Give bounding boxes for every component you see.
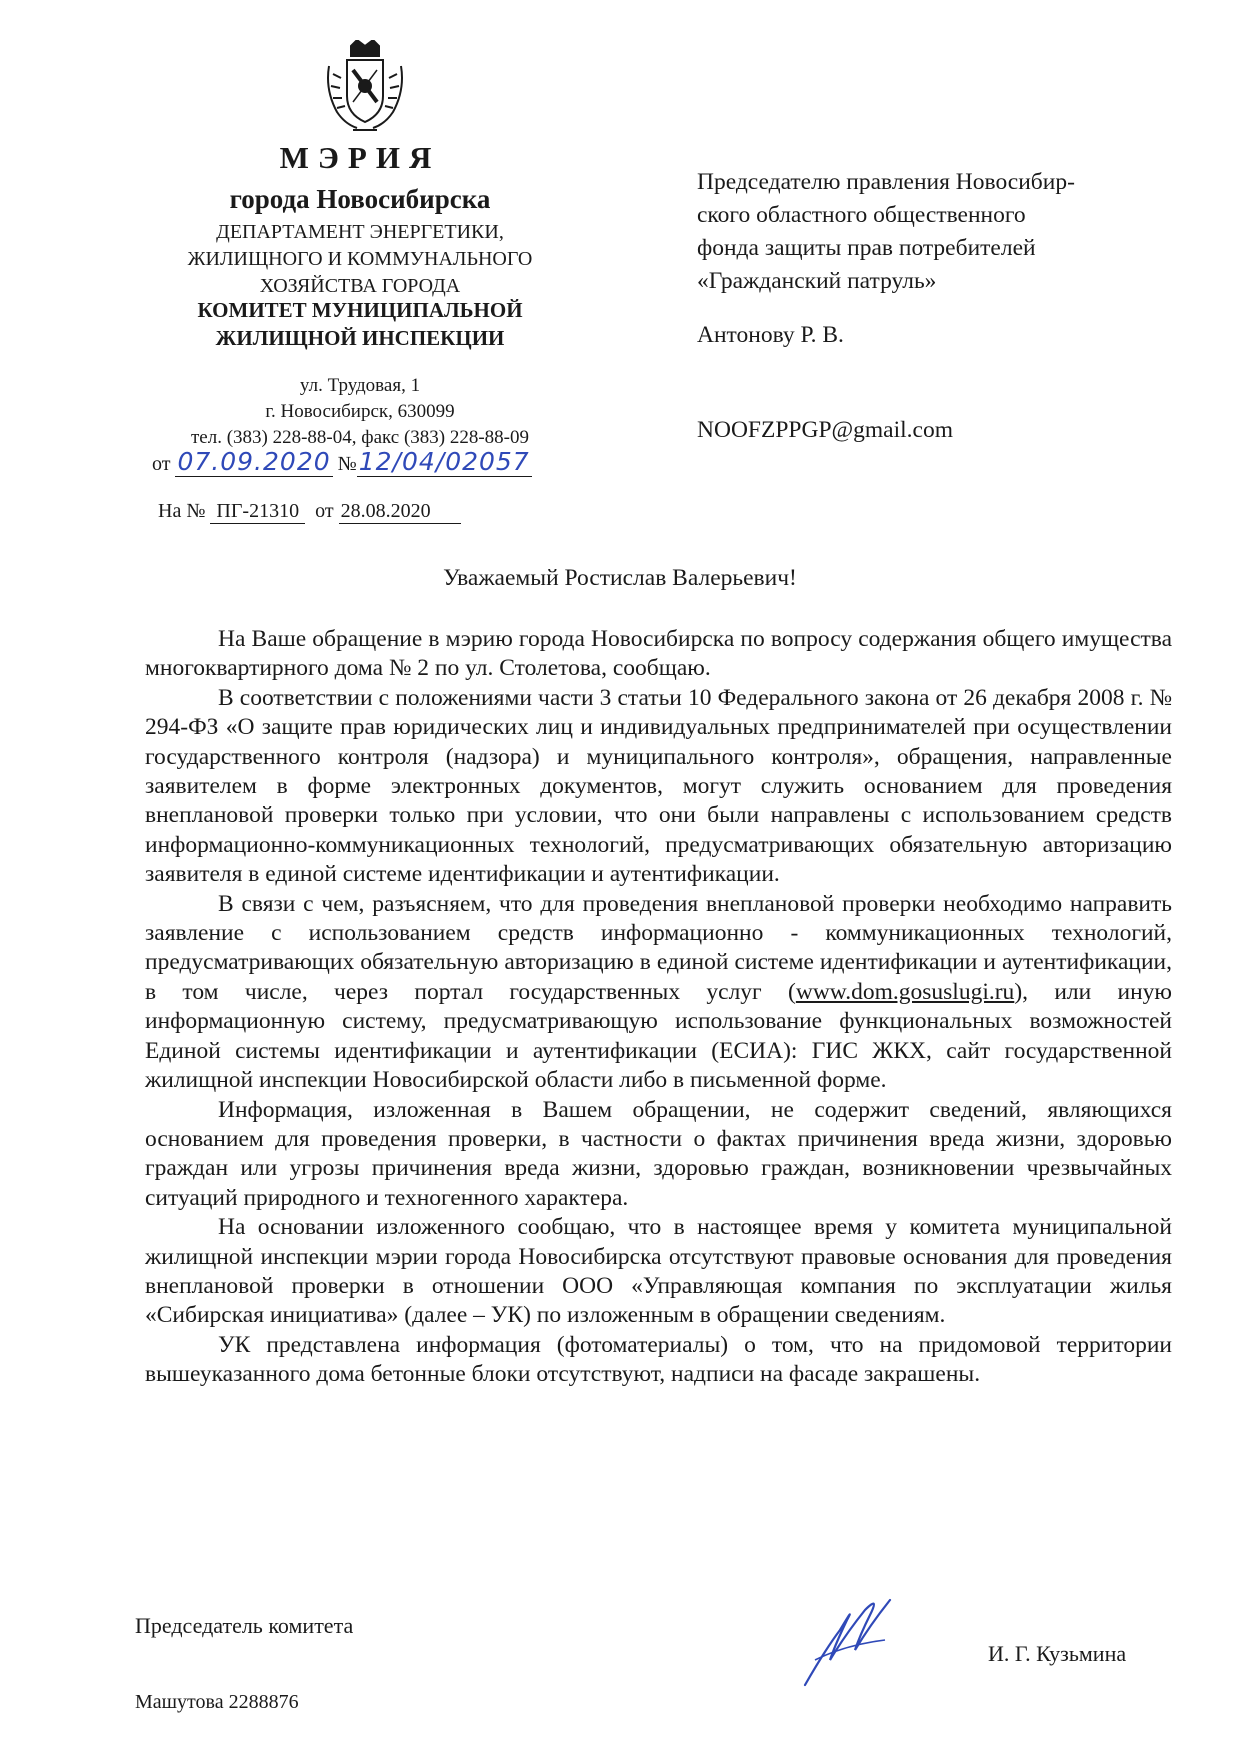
addressee-block [697, 166, 1197, 298]
addressee-line: Председателю правления Новосибир- [697, 169, 1075, 195]
address-line: ул. Трудовая, 1 [299, 375, 421, 396]
department-line: ДЕПАРТАМЕНТ ЭНЕРГЕТИКИ, [216, 221, 504, 243]
paragraph: УК представлена информация (фотоматериалы) о том, что на придомовой территории вышеуказанного дома бетонные блоки отсутствуют, надписи на фасаде закрашены. [145, 1331, 1172, 1388]
letter-body [145, 625, 1172, 1390]
ref-number: ПГ-21310 [210, 500, 305, 524]
addressee-line: ского областного общественного [697, 202, 1026, 228]
executor-contact: Машутова 2288876 [135, 1691, 299, 1713]
signatory-title: Председатель комитета [135, 1613, 354, 1638]
salutation: Уважаемый Ростислав Валерьевич! [443, 565, 797, 591]
org-address [150, 373, 570, 451]
committee-name [150, 296, 570, 352]
ref-date: 28.08.2020 [339, 500, 461, 524]
ref-label: На № [158, 500, 206, 522]
recipient-name: Антонову Р. В. [697, 322, 844, 348]
incoming-reference [158, 500, 461, 524]
address-line: г. Новосибирск, 630099 [265, 401, 455, 422]
outgoing-registration [152, 447, 532, 477]
ref-from-label: от [315, 500, 334, 522]
paragraph [145, 890, 1172, 1096]
paragraph: В соответствии с положениями части 3 статьи 10 Федерального закона от 26 декабря 2008 г. № 294-ФЗ «О защите прав юридических лиц и индивидуальных предпринимателей при осуществлении государственного контроля (надзора) и муниципального контроля», обращения, направленные заявителем в форме электронных документов, могут служить основанием для проведения внеплановой проверки только при условии, что они были направлены с использованием средств информационно-коммуникационных технологий, предусматривающих обязательную авторизацию заявителя в единой системе идентификации и аутентификации. [145, 684, 1172, 888]
committee-line: ЖИЛИЩНОЙ ИНСПЕКЦИИ [215, 326, 505, 350]
department-name [150, 219, 570, 300]
department-line: ЖИЛИЩНОГО И КОММУНАЛЬНОГО [187, 248, 533, 270]
addressee-line: «Гражданский патруль» [697, 268, 937, 294]
signatory-name: И. Г. Кузьмина [988, 1641, 1127, 1666]
paragraph: На Ваше обращение в мэрию города Новосибирска по вопросу содержания общего имущества многоквартирного дома № 2 по ул. Столетова, сообщаю. [145, 626, 1172, 682]
department-line: ХОЗЯЙСТВА ГОРОДА [259, 275, 461, 297]
org-name: МЭРИЯ [279, 140, 441, 175]
outgoing-number: 12/04/02057 [358, 447, 530, 476]
number-label: № [337, 453, 357, 475]
paragraph: На основании изложенного сообщаю, что в настоящее время у комитета муниципальной жилищной инспекции мэрии города Новосибирска отсутствуют правовые основания для проведения внеплановой проверки в отношении ООО «Управляющая компания по эксплуатации жилья «Сибирская инициатива» (далее – УК) по изложенным в обращении сведениям. [145, 1214, 1172, 1329]
committee-line: КОМИТЕТ МУНИЦИПАЛЬНОЙ [197, 298, 523, 322]
coat-of-arms-emblem [323, 40, 407, 134]
paragraph: Информация, изложенная в Вашем обращении, не содержит сведений, являющихся основанием для проведения проверки, в частности о фактах причинения вреда жизни, здоровью граждан или угрозы причинения вреда жизни, здоровью граждан, возникновении чрезвычайных ситуаций природного и техногенного характера. [145, 1096, 1172, 1211]
org-city: города Новосибирска [229, 184, 491, 214]
paragraph-text: В связи с чем, разъясняем, что для проведения внеплановой проверки необходимо направить заявление с использованием средств информационно - коммуникационных технологий, предусматривающих обязательную авторизацию в единой системе идентификации и аутентификации, в том числе, через портал государственных услуг ( [145, 890, 1172, 1005]
recipient-email: NOOFZPPGP@gmail.com [697, 417, 954, 443]
addressee-line: фонда защиты прав потребителей [697, 235, 1036, 261]
from-label: от [152, 453, 171, 475]
outgoing-date: 07.09.2020 [177, 447, 331, 476]
paragraph-text: ), или иную информационную систему, предусматривающую использование функциональных возможностей Единой системы идентификации и аутентификации (ЕСИА): ГИС ЖКХ, сайт государственной жилищной инспекции Новосибирской области либо в письменной форме. [145, 978, 1172, 1094]
gosuslugi-link[interactable]: www.dom.gosuslugi.ru [795, 978, 1015, 1005]
phone-fax-line: тел. (383) 228-88-04, факс (383) 228-88-09 [190, 427, 530, 448]
handwritten-signature [785, 1590, 905, 1690]
